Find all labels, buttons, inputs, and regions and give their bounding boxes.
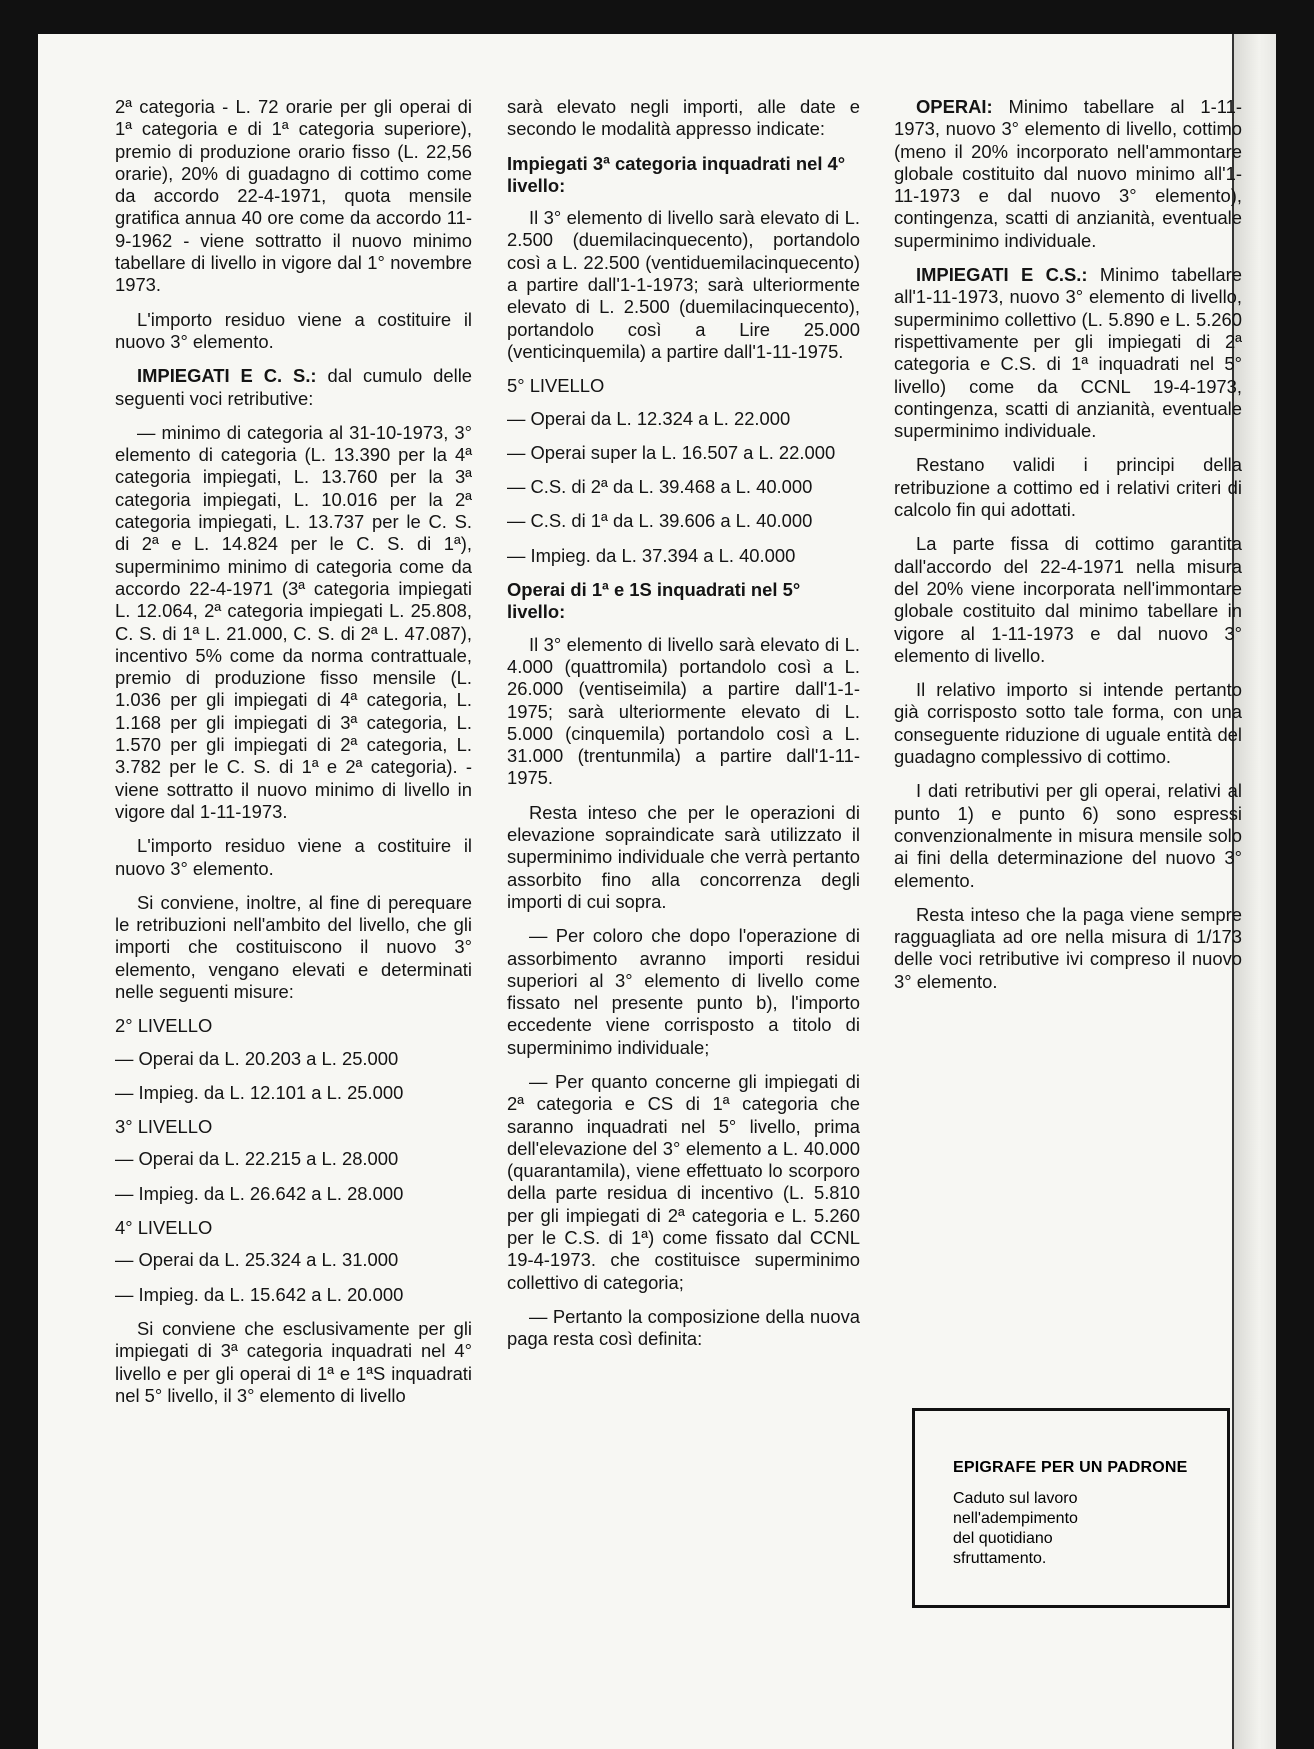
level-row: — Operai da L. 25.324 a L. 31.000 <box>115 1249 399 1271</box>
level-row: — C.S. di 2ª da L. 39.468 a L. 40.000 <box>507 476 813 498</box>
col1-paragraph-4: — minimo di categoria al 31-10-1973, 3° elemento di categoria (L. 13.390 per la 4ª categoria impiegati, L. 13.760 per la 3ª categoria impiegati, L. 10.016 per la 2ª categoria impiegati, L. 13.737 per le C. S. di 2ª e L. 14.824 per le C. S. di 1ª), superminimo minimo di categoria come da accordo 22-4-1971 (3ª categoria impiegati L. 12.064, 2ª categoria impiegati L. 25.808, C. S. di 1ª L. 21.000, C. S. di 2ª L. 47.087), incentivo 5% come da norma contrattuale, premio di produzione fisso mensile (L. 1.036 per gli impiegati di 4ª categoria, L. 1.168 per gli impiegati di 3ª categoria, L. 1.570 per gli impiegati di 2ª categoria, L. 3.782 per le C. S. di 1ª e 2ª categoria). - viene sottratto il nuovo minimo di livello in vigore dal 1-11-1973. <box>115 421 472 822</box>
heading-operai: OPERAI: <box>916 96 993 117</box>
col2-paragraph-5: — Per coloro che dopo l'operazione di assorbimento avranno importi residui superiori al 3° elemento di livello come fissato nel presente punto b), l'importo eccedente viene corrisposto a titolo di superminimo individuale; <box>507 925 860 1058</box>
document-page <box>38 34 1276 1749</box>
col3-paragraph-6: I dati retributivi per gli operai, relativi al punto 1) e punto 6) sono espressi convenzionalmente in misura mensile solo ai fini della determinazione del nuovo 3° elemento. <box>894 780 1242 891</box>
level-row: — Operai super la L. 16.507 a L. 22.000 <box>507 441 836 463</box>
col3-paragraph-5: Il relativo importo si intende pertanto già corrisposto sotto tale forma, con una conseguente riduzione di uguale entità del guadagno complessivo di cottimo. <box>894 679 1242 768</box>
col1-paragraph-1: 2ª categoria - L. 72 orarie per gli operai di 1ª categoria e di 1ª categoria superiore), premio di produzione orario fisso (L. 22,56 orarie), 20% di guadagno di cottimo come da accordo 22-4-1971, quota mensile gratifica annua 40 ore come da accordo 11-9-1962 - viene sottratto il nuovo minimo tabellare di livello in vigore dal 1° novembre 1973. <box>115 96 472 296</box>
level-row: — Impieg. da L. 37.394 a L. 40.000 <box>507 544 796 566</box>
col3-paragraph-3: Restano validi i principi della retribuzione a cottimo ed i relativi criteri di calcolo fin qui adottati. <box>894 454 1242 521</box>
level-title: 5° LIVELLO <box>507 375 605 397</box>
epigraph-box <box>912 1408 1230 1608</box>
level-row: — Operai da L. 12.324 a L. 22.000 <box>507 407 791 429</box>
epigraph-line: sfruttamento. <box>953 1550 1047 1567</box>
level-title: 3° LIVELLO <box>115 1116 213 1138</box>
heading-impiegati-cs: IMPIEGATI E C. S.: <box>137 365 317 387</box>
col1-paragraph-3-text: dal cumulo delle seguenti voci retributive: <box>115 365 473 409</box>
heading-impiegati-cs-2: IMPIEGATI E C.S.: <box>916 264 1088 286</box>
col2-paragraph-1: sarà elevato negli importi, alle date e secondo le modalità appresso indicate: <box>507 96 860 140</box>
col2-paragraph-2: Il 3° elemento di livello sarà elevato di L. 2.500 (duemilacinquecento), portandolo così a L. 22.500 (ventiduemilacinquecento) a partire dall'1-1-1973; sarà ulteriormente elevato di L. 2.500 (duemilacinquecento), portandolo così a Lire 25.000 (venticinquemila) a partire dall'1-11-1975. <box>507 207 860 362</box>
col3-paragraph-1-text: Minimo tabellare al 1-11-1973, nuovo 3° elemento di livello, cottimo (meno il 20% incorporato nell'ammontare globale costituito dal nuovo minimo all'1-11-1973 e dal nuovo 3° elemento), contingenza, scatti di anzianità, eventuale superminimo individuale. <box>894 96 1242 251</box>
col1-paragraph-7: Si conviene che esclusivamente per gli impiegati di 3ª categoria inquadrati nel 4° livello e per gli operai di 1ª e 1ªS inquadrati nel 5° livello, il 3° elemento di livello <box>115 1317 472 1406</box>
column-2 <box>507 96 860 1363</box>
epigraph-line: del quotidiano <box>953 1530 1053 1547</box>
level-title: 2° LIVELLO <box>115 1015 213 1037</box>
col1-paragraph-6: Si conviene, inoltre, al fine di perequare le retribuzioni nell'ambito del livello, che gli importi che costituiscono il nuovo 3° elemento, vengano elevati e determinati nelle seguenti misure: <box>115 891 472 1002</box>
level-row: — C.S. di 1ª da L. 39.606 a L. 40.000 <box>507 510 813 532</box>
col3-paragraph-7: Resta inteso che la paga viene sempre ragguagliata ad ore nella misura di 1/173 delle voci retributive ivi compreso il nuovo 3° elemento. <box>894 903 1242 992</box>
epigraph-line: Caduto sul lavoro <box>953 1490 1078 1507</box>
epigraph-line: nell'adempimento <box>953 1510 1078 1527</box>
column-1 <box>115 96 472 1419</box>
col2-paragraph-4: Resta inteso che per le operazioni di elevazione sopraindicate sarà utilizzato il superminimo individuale che verrà pertanto assorbito fino alla concorrenza degli importi di cui sopra. <box>507 801 860 912</box>
level-block-4 <box>115 1217 472 1306</box>
level-row: — Operai da L. 20.203 a L. 25.000 <box>115 1047 399 1069</box>
col2-heading-1: Impiegati 3ª categoria inquadrati nel 4° livello: <box>507 152 846 196</box>
level-row: — Operai da L. 22.215 a L. 28.000 <box>115 1148 399 1170</box>
col3-paragraph-1 <box>894 96 1242 252</box>
column-3 <box>894 96 1242 1005</box>
col3-paragraph-2-text: Minimo tabellare all'1-11-1973, nuovo 3° elemento di livello, superminimo collettivo (L. 5.890 e L. 5.260 rispettivamente per gli impiegati di 2ª categoria e C.S. di 1ª inquadrati nel 5° livello) come da CCNL 19-4-1973, contingenza, scatti di anzianità, eventuale superminimo individuale. <box>894 264 1243 442</box>
level-block-3 <box>115 1116 472 1205</box>
col3-paragraph-4: La parte fissa di cottimo garantita dall'accordo del 22-4-1971 nella misura del 20% viene incorporata nell'immontare globale costituito dal minimo tabellare in vigore al 1-11-1973 e dal nuovo 3° elemento di livello. <box>894 533 1242 666</box>
col2-paragraph-3: Il 3° elemento di livello sarà elevato di L. 4.000 (quattromila) portandolo così a L. 26.000 (ventiseimila) a partire dall'1-1-1975; sarà ulteriormente elevato di L. 5.000 (cinquemila) portandolo così a L. 31.000 (trentunmila) a partire dall'1-11-1975. <box>507 633 860 789</box>
epigraph-title: EPIGRAFE PER UN PADRONE <box>953 1459 1188 1476</box>
col2-heading-2: Operai di 1ª e 1S inquadrati nel 5° livello: <box>507 579 801 623</box>
col1-paragraph-5: L'importo residuo viene a costituire il nuovo 3° elemento. <box>115 835 472 879</box>
col2-paragraph-7: — Pertanto la composizione della nuova paga resta così definita: <box>507 1305 860 1350</box>
col1-paragraph-3 <box>115 365 472 410</box>
level-title: 4° LIVELLO <box>115 1217 213 1239</box>
level-row: — Impieg. da L. 15.642 a L. 20.000 <box>115 1283 404 1305</box>
col3-paragraph-2 <box>894 264 1242 442</box>
col2-paragraph-6: — Per quanto concerne gli impiegati di 2ª categoria e CS di 1ª categoria che saranno inquadrati nel 5° livello, prima dell'elevazione del 3° elemento a L. 40.000 (quarantamila), viene effettuato lo scorporo della parte residua di incentivo (L. 5.810 per gli impiegati di 2ª categoria e L. 5.260 per le C.S. di 1ª) come fissato dal CCNL 19-4-1973. che costituisce superminimo collettivo di categoria; <box>507 1070 860 1293</box>
level-block-5 <box>507 375 860 567</box>
col1-paragraph-2: L'importo residuo viene a costituire il nuovo 3° elemento. <box>115 308 472 352</box>
level-block-2 <box>115 1015 472 1104</box>
level-row: — Impieg. da L. 12.101 a L. 25.000 <box>115 1081 404 1103</box>
level-row: — Impieg. da L. 26.642 a L. 28.000 <box>115 1182 404 1204</box>
